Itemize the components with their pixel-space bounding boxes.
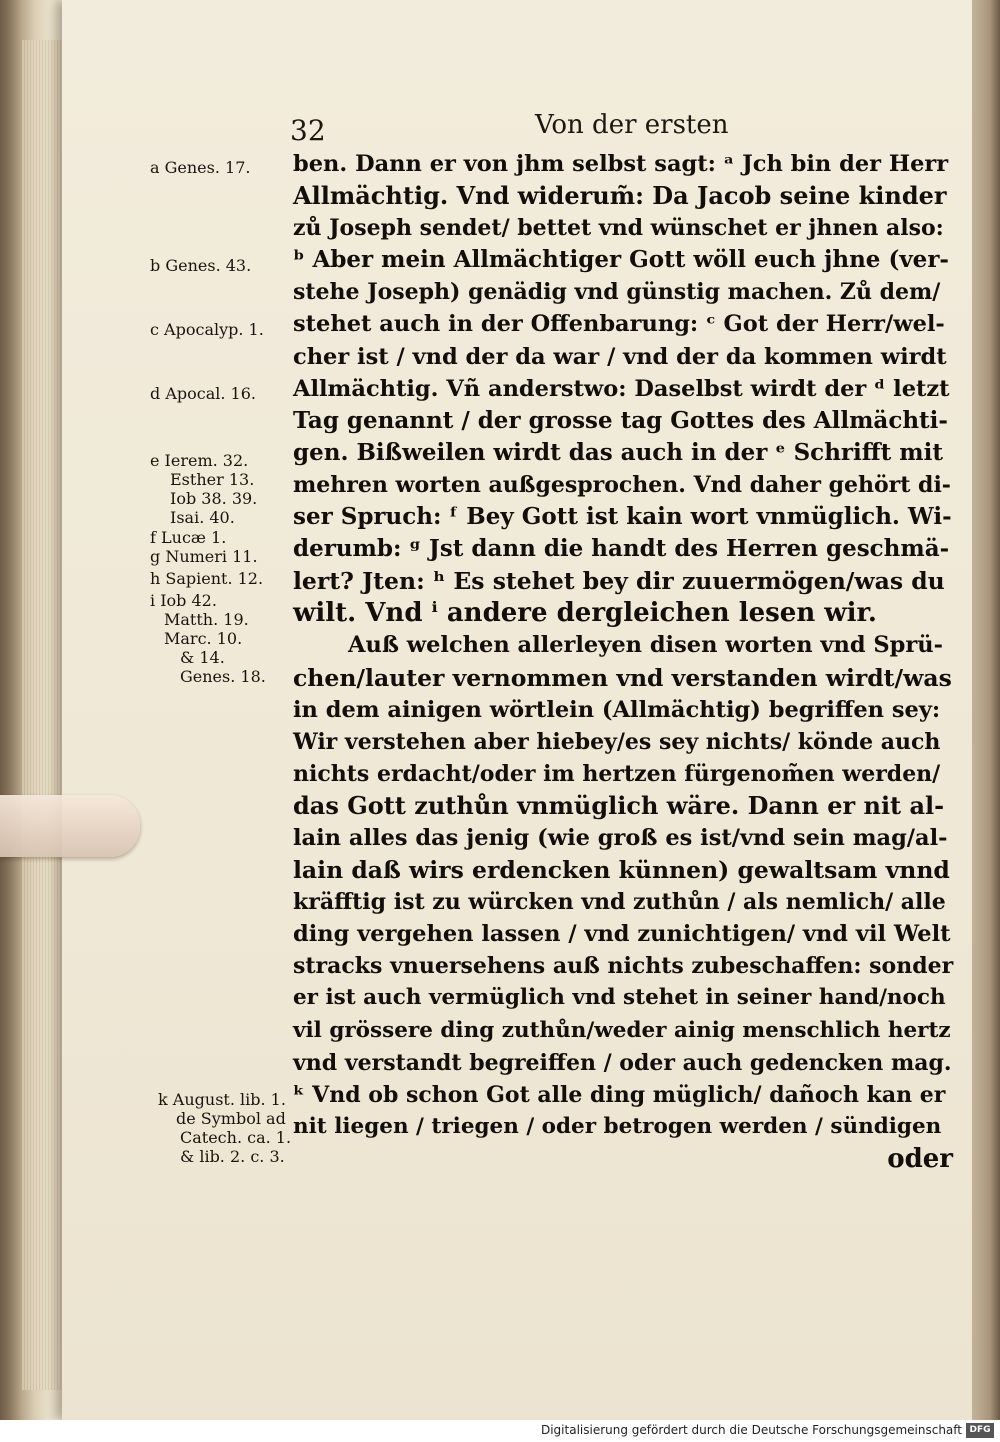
text-line: gen. Bißweilen wirdt das auch in der ᵉ Schrifft mit xyxy=(293,438,943,466)
margin-note-e xyxy=(150,451,257,527)
margin-note-line: k August. lib. 1. xyxy=(158,1090,286,1109)
margin-note-line: Catech. ca. 1. xyxy=(180,1128,292,1147)
margin-note-b xyxy=(150,256,251,275)
text-line: stehet auch in der Offenbarung: ᶜ Got der Herr/wel- xyxy=(293,311,945,338)
text-line: cher ist / vnd der da war / vnd der da kommen wirdt xyxy=(293,343,947,370)
text-line: wilt. Vnd ⁱ andere dergleichen lesen wir. xyxy=(293,598,877,629)
margin-note-line: Genes. 18. xyxy=(180,667,266,686)
margin-note-line: i Iob 42. xyxy=(150,591,217,610)
text-line: chen/lauter vernommen vnd verstanden wirdt/was xyxy=(293,663,952,692)
text-line: zů Joseph sendet/ bettet vnd wünschet er jhnen also: xyxy=(293,215,944,242)
margin-note-line: g Numeri 11. xyxy=(150,547,258,566)
text-line: lert? Jten: ʰ Es stehet bey dir zuuermögen/was du xyxy=(293,567,945,596)
footer-credit: Digitalisierung gefördert durch die Deutsche Forschungsgemeinschaft xyxy=(540,1423,962,1437)
text-line: vnd verstandt begreiffen / oder auch gedencken mag. xyxy=(293,1049,952,1076)
text-line: kräfftig ist zu würcken vnd zuthůn / als nemlich/ alle xyxy=(293,889,946,916)
text-line: nit liegen / triegen / oder betrogen werden / sündigen xyxy=(293,1113,942,1139)
margin-note-f-k xyxy=(150,528,266,686)
text-line: mehren worten außgesprochen. Vnd daher gehört di- xyxy=(293,471,951,498)
text-line: Wir verstehen aber hiebey/es sey nichts/ könde auch xyxy=(293,728,941,755)
page-number: 32 xyxy=(290,114,326,147)
margin-note-a xyxy=(150,158,250,177)
text-line: ding vergehen lassen / vnd zunichtigen/ vnd vil Welt xyxy=(293,921,951,948)
page-header xyxy=(290,108,940,148)
main-text-block xyxy=(293,148,953,1175)
text-line: ben. Dann er von jhm selbst sagt: ᵃ Jch bin der Herr xyxy=(293,151,949,177)
margin-note-d xyxy=(150,384,256,403)
text-line: oder xyxy=(887,1143,953,1174)
text-line: in dem ainigen wörtlein (Allmächtig) begriffen sey: xyxy=(293,696,941,723)
text-line: nichts erdacht/oder im hertzen fürgenom̃en werden/ xyxy=(293,760,941,787)
bookmark-strip xyxy=(0,795,140,857)
text-line: Allmächtig. Vñ anderstwo: Daselbst wirdt der ᵈ letzt xyxy=(293,375,950,402)
margin-note-line: Marc. 10. xyxy=(164,629,243,648)
margin-note-line: h Sapient. 12. xyxy=(150,569,264,588)
margin-note-line: a Genes. 17. xyxy=(150,158,251,177)
text-line: Tag genannt / der grosse tag Gottes des Allmächti- xyxy=(293,406,948,434)
margin-note-line: Esther 13. xyxy=(170,470,255,489)
margin-note-line: f Lucæ 1. xyxy=(150,528,227,547)
text-line: ᵏ Vnd ob schon Got alle ding müglich/ dañoch kan er xyxy=(293,1081,946,1108)
margin-note-line: b Genes. 43. xyxy=(150,256,252,275)
margin-note-k xyxy=(158,1090,291,1166)
margin-note-line: de Symbol ad xyxy=(176,1109,286,1128)
text-line: lain alles das jenig (wie groß es ist/vnd sein mag/al- xyxy=(293,824,948,851)
running-title: Von der ersten xyxy=(535,110,729,140)
dfg-logo: DFG xyxy=(966,1423,994,1438)
text-line: er ist auch vermüglich vnd stehet in seiner hand/noch xyxy=(293,985,946,1011)
margin-note-line: Isai. 40. xyxy=(170,508,235,527)
footer-bar xyxy=(0,1420,1000,1442)
text-line: derumb: ᵍ Jst dann die handt des Herren geschmä- xyxy=(293,535,950,563)
margin-note-c xyxy=(150,320,264,339)
margin-note-line: Iob 38. 39. xyxy=(170,489,258,508)
text-line: Allmächtig. Vnd widerum̃: Da Jacob seine kinder xyxy=(293,181,947,211)
margin-note-line: c Apocalyp. 1. xyxy=(150,320,264,339)
text-line: ᵇ Aber mein Allmächtiger Gott wöll euch jhne (ver- xyxy=(293,246,949,274)
text-line: stehe Joseph) genädig vnd günstig machen. Zů dem/ xyxy=(293,279,941,306)
margin-note-line: Matth. 19. xyxy=(164,610,249,629)
margin-note-line: d Apocal. 16. xyxy=(150,384,256,403)
text-line: vil grössere ding zuthůn/weder ainig menschlich hertz xyxy=(293,1017,951,1043)
text-line: lain daß wirs erdencken künnen) gewaltsam vnnd xyxy=(293,856,950,885)
text-line: ser Spruch: ᶠ Bey Gott ist kain wort vnmüglich. Wi- xyxy=(293,503,952,531)
margin-note-line: & 14. xyxy=(180,648,225,667)
text-line: das Gott zuthůn vnmüglich wäre. Dann er nit al- xyxy=(293,790,945,820)
text-line: stracks vnuersehens auß nichts zubeschaffen: sonder xyxy=(293,953,954,980)
margin-note-line: e Ierem. 32. xyxy=(150,451,249,470)
margin-note-line: & lib. 2. c. 3. xyxy=(180,1147,285,1166)
text-line: Auß welchen allerleyen disen worten vnd Sprü- xyxy=(348,632,943,659)
